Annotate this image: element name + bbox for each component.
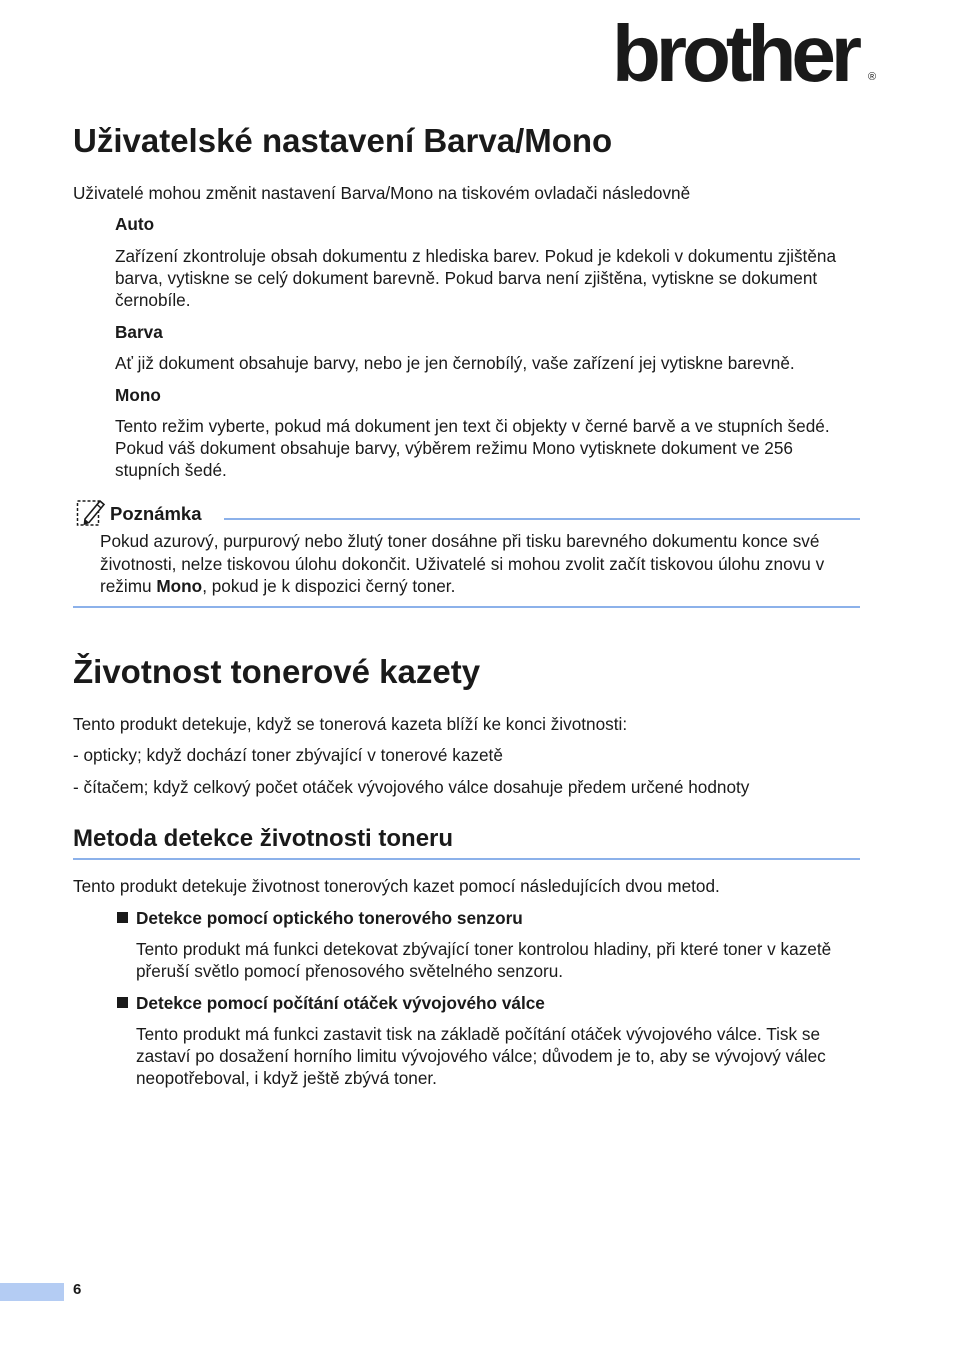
note-bottom-rule: [73, 606, 860, 608]
option-label-barva: Barva: [115, 322, 163, 342]
note-text-before: Pokud azurový, purpurový nebo žlutý toner dosáhne při tisku barevného dokumentu konce své životnosti, nelze tiskovou úlohu dokončit. Uživatelé si mohou zvolit začít tiskovou úlohu znovu v režimu: [100, 531, 825, 596]
note-title: Poznámka: [110, 503, 202, 524]
note-title-rule: [224, 518, 860, 520]
note-text-bold: Mono: [156, 576, 203, 596]
bullet-square-icon: [117, 997, 128, 1008]
brother-logo: [612, 9, 882, 98]
option-text-barva: Ať již dokument obsahuje barvy, nebo je jen černobílý, vaše zařízení jej vytiskne barevně.: [115, 353, 795, 373]
logo-text: brother: [612, 9, 857, 98]
section-title-toner-life: Životnost tonerové kazety: [73, 653, 481, 690]
section3-intro: Tento produkt detekuje životnost tonerových kazet pomocí následujících dvou metod.: [73, 876, 720, 896]
section2-intro: Tento produkt detekuje, když se tonerová kazeta blíží ke konci životnosti:: [73, 714, 628, 734]
list-item: - opticky; když dochází toner zbývající v tonerové kazetě: [73, 745, 503, 765]
registered-mark: ®: [868, 71, 877, 83]
option-text-auto: Zařízení zkontroluje obsah dokumentu z hlediska barev. Pokud je kdekoli v dokumentu zjištěna barva, vytiskne se celý dokument barevně. Pokud barva není zjištěna, vytiskne se dokument černobíle.: [115, 246, 837, 310]
section-intro: Uživatelé mohou změnit nastavení Barva/Mono na tiskovém ovladači následovně: [73, 183, 691, 203]
subsection-title-detection-method: Metoda detekce životnosti toneru: [73, 825, 454, 852]
bullet-square-icon: [117, 912, 128, 923]
note-text-after: , pokud je k dispozici černý toner.: [202, 576, 456, 596]
option-label-auto: Auto: [115, 214, 155, 234]
method-label-optical: Detekce pomocí optického tonerového senzoru: [136, 908, 523, 928]
section-title-color-mono: Uživatelské nastavení Barva/Mono: [73, 122, 613, 159]
method-label-counter: Detekce pomocí počítání otáček vývojového válce: [136, 993, 545, 1013]
option-text-mono: Tento režim vyberte, pokud má dokument jen text či objekty v černé barvě a ve stupních šedé. Pokud váš dokument obsahuje barvy, výběrem režimu Mono vytisknete dokument ve 256 stupních šedé.: [115, 416, 830, 480]
page-number-bar: [0, 1283, 64, 1301]
subsection-title-rule: [73, 858, 860, 860]
note-text: [100, 530, 862, 598]
note-pencil-icon: [76, 497, 106, 527]
page-number: 6: [73, 1281, 82, 1298]
option-label-mono: Mono: [115, 385, 161, 405]
method-text-counter: Tento produkt má funkci zastavit tisk na základě počítání otáček vývojového válce. Tisk se zastaví po dosažení horního limitu vývojového válce; důvodem je to, aby se vývojový válec neopotřeboval, i když ještě zbývá toner.: [136, 1024, 826, 1088]
method-text-optical: Tento produkt má funkci detekovat zbývající toner kontrolou hladiny, při které toner v kazetě přeruší světlo pomocí přenosového světelného senzoru.: [136, 939, 832, 981]
list-item: - čítačem; když celkový počet otáček vývojového válce dosahuje předem určené hodnoty: [73, 777, 750, 797]
